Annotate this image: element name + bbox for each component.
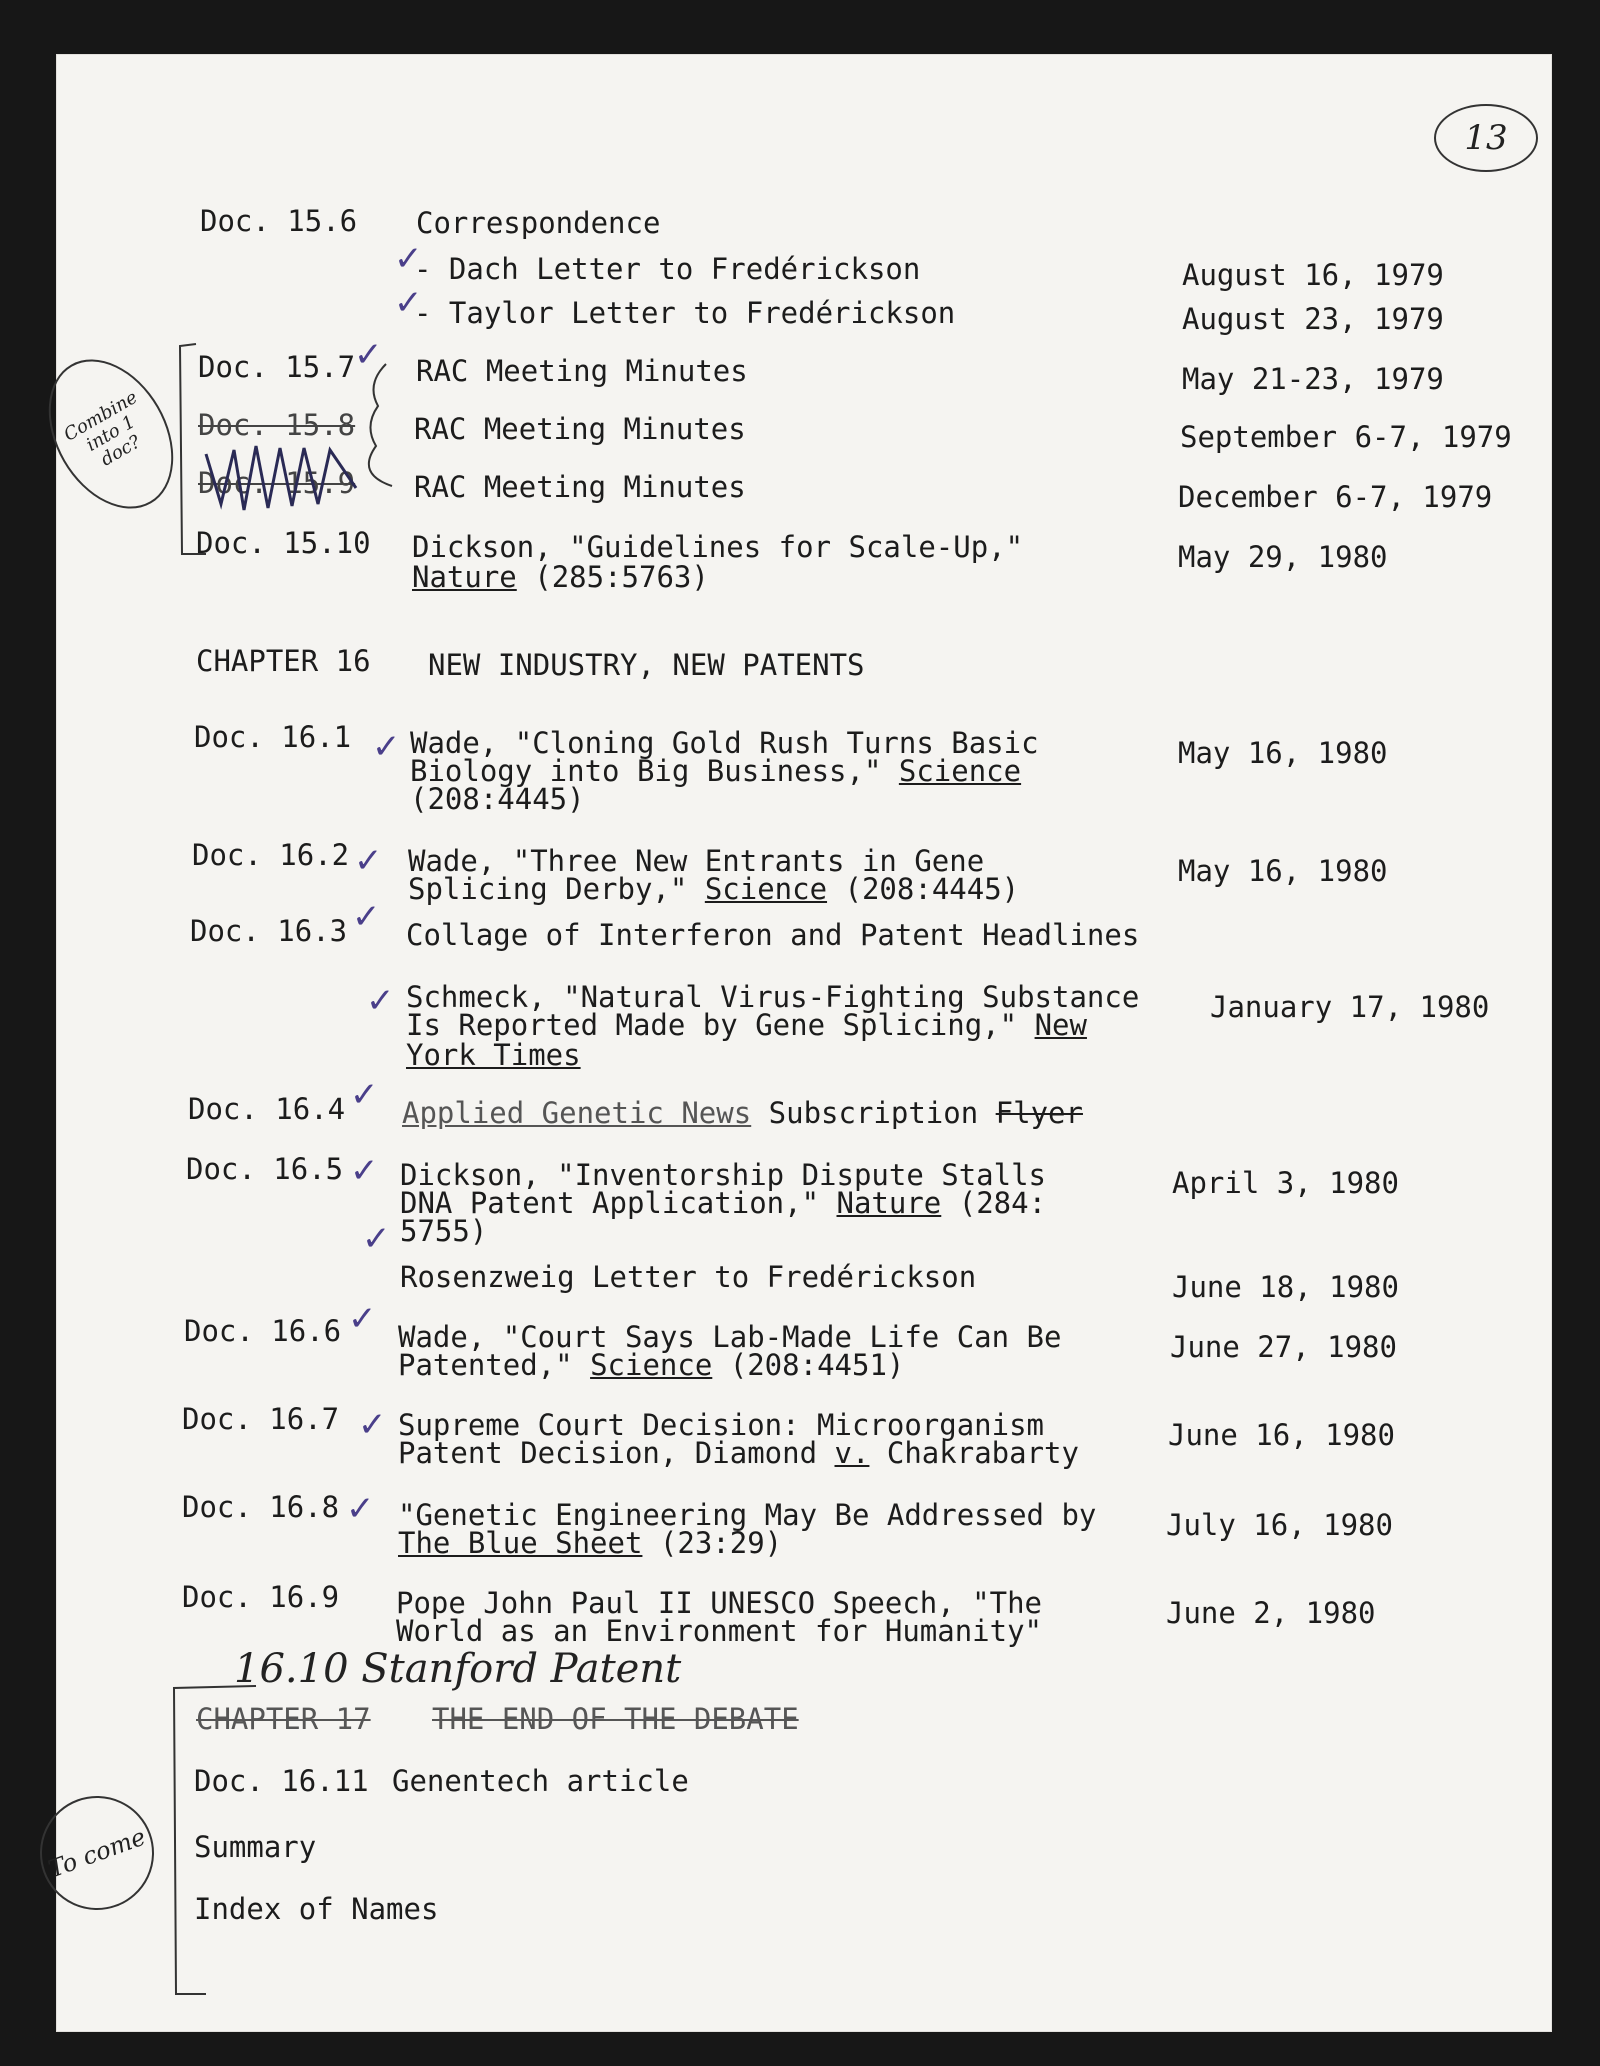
journal-science: Science <box>590 1348 713 1382</box>
doc-16-8-line1: "Genetic Engineering May Be Addressed by <box>398 1498 1097 1532</box>
doc-16-3-title: Collage of Interferon and Patent Headlines <box>406 918 1140 952</box>
doc-15-8-date: September 6-7, 1979 <box>1180 420 1512 454</box>
brace-mark <box>369 364 392 486</box>
doc-16-5-line2-ref: (284: <box>958 1186 1047 1220</box>
doc-16-2-ref: (208:4445) <box>844 872 1020 906</box>
to-come-note-text: To come <box>44 1822 150 1884</box>
index-of-names: Index of Names <box>194 1892 439 1926</box>
doc-17-1-id: Doc. 16.11 <box>194 1764 369 1798</box>
doc-16-8-date: July 16, 1980 <box>1166 1508 1393 1542</box>
doc-15-10-id: Doc. 15.10 <box>196 526 371 560</box>
doc-15-10-date: May 29, 1980 <box>1178 540 1388 574</box>
doc-16-1-line3: (208:4445) <box>410 782 585 816</box>
doc-15-7-text: RAC Meeting Minutes <box>416 354 748 388</box>
doc-16-7-line2-end: Chakrabarty <box>886 1436 1079 1470</box>
chapter-16-label: CHAPTER 16 <box>196 644 371 678</box>
doc-16-3-sub2-text: Is Reported Made by Gene Splicing," <box>406 1008 1018 1042</box>
chapter-17-title: THE END OF THE DEBATE <box>432 1702 799 1736</box>
rosenzweig-letter-date: June 18, 1980 <box>1172 1270 1399 1304</box>
doc-16-1-date: May 16, 1980 <box>1178 736 1388 770</box>
doc-16-9-line2: World as an Environment for Humanity" <box>396 1614 1043 1648</box>
doc-16-3-sub3: York Times <box>406 1038 581 1072</box>
check-mark-icon: ✓ <box>394 283 423 323</box>
check-mark-icon: ✓ <box>352 897 381 937</box>
doc-15-9-id: Doc. 15.9 <box>198 466 356 500</box>
doc-16-5-date: April 3, 1980 <box>1172 1166 1399 1200</box>
bracket-mark <box>180 344 206 554</box>
check-mark-icon: ✓ <box>348 1299 377 1339</box>
doc-16-9-date: June 2, 1980 <box>1166 1596 1376 1630</box>
journal-blue-sheet: The Blue Sheet <box>398 1526 643 1560</box>
doc-16-6-id: Doc. 16.6 <box>184 1314 342 1348</box>
journal-nature: Nature <box>412 560 517 594</box>
dach-letter-date: August 16, 1979 <box>1182 258 1444 292</box>
pen-marks <box>56 54 1552 2032</box>
check-mark-icon: ✓ <box>372 727 401 767</box>
journal-nature: Nature <box>836 1186 942 1220</box>
doc-16-3-date: January 17, 1980 <box>1210 990 1490 1024</box>
doc-16-2-line1: Wade, "Three New Entrants in Gene <box>408 844 985 878</box>
doc-15-7-id: Doc. 15.7 <box>198 350 356 384</box>
dach-letter: - Dach Letter to Fredérickson <box>414 252 921 286</box>
doc-16-2-date: May 16, 1980 <box>1178 854 1388 888</box>
doc-16-3-sub1: Schmeck, "Natural Virus-Fighting Substance <box>406 980 1140 1014</box>
doc-15-6-id: Doc. 15.6 <box>200 204 358 238</box>
journal-applied-genetic-news: Applied Genetic News <box>402 1096 752 1130</box>
doc-15-8-id: Doc. 15.8 <box>198 408 356 442</box>
journal-new: New <box>1034 1008 1087 1042</box>
check-mark-icon: ✓ <box>346 1489 375 1529</box>
doc-16-4-rest: Subscription <box>768 1096 979 1130</box>
chapter-17-label: CHAPTER 17 <box>196 1702 371 1736</box>
doc-16-2-line2-text: Splicing Derby," <box>408 872 688 906</box>
versus-v: v. <box>834 1436 870 1470</box>
doc-15-9-text: RAC Meeting Minutes <box>414 470 746 504</box>
doc-16-1-id: Doc. 16.1 <box>194 720 352 754</box>
document-page <box>44 54 1552 2032</box>
check-mark-icon: ✓ <box>366 981 395 1021</box>
check-mark-icon: ✓ <box>354 841 383 881</box>
rosenzweig-letter: Rosenzweig Letter to Fredérickson <box>400 1260 977 1294</box>
doc-16-8-id: Doc. 16.8 <box>182 1490 340 1524</box>
check-mark-icon: ✓ <box>354 335 383 375</box>
doc-17-1-text: Genentech article <box>392 1764 689 1798</box>
doc-16-6-ref: (208:4451) <box>729 1348 905 1382</box>
end-bracket-mark <box>174 1686 256 1994</box>
doc-15-10-line1: Dickson, "Guidelines for Scale-Up," <box>412 530 1024 564</box>
doc-16-4-id: Doc. 16.4 <box>188 1092 346 1126</box>
taylor-letter: - Taylor Letter to Fredérickson <box>414 296 956 330</box>
chapter-16-title: NEW INDUSTRY, NEW PATENTS <box>428 648 865 682</box>
doc-15-9-date: December 6-7, 1979 <box>1178 480 1493 514</box>
doc-15-7-date: May 21-23, 1979 <box>1182 362 1444 396</box>
page-number: 13 <box>1464 118 1508 158</box>
doc-16-5-line3: 5755) <box>400 1214 488 1248</box>
doc-16-7-line1: Supreme Court Decision: Microorganism <box>398 1408 1045 1442</box>
doc-16-6-date: June 27, 1980 <box>1170 1330 1397 1364</box>
doc-16-7-date: June 16, 1980 <box>1168 1418 1395 1452</box>
doc-16-6-line2-text: Patented," <box>398 1348 573 1382</box>
doc-16-9-id: Doc. 16.9 <box>182 1580 340 1614</box>
doc-15-6-title: Correspondence <box>416 206 661 240</box>
doc-16-8-ref: (23:29) <box>659 1526 783 1560</box>
doc-16-1-line1: Wade, "Cloning Gold Rush Turns Basic <box>410 726 1039 760</box>
doc-16-3-id: Doc. 16.3 <box>190 914 348 948</box>
journal-science: Science <box>704 872 828 906</box>
doc-16-9-line1: Pope John Paul II UNESCO Speech, "The <box>396 1586 1043 1620</box>
doc-16-6-line1: Wade, "Court Says Lab-Made Life Can Be <box>398 1320 1062 1354</box>
summary: Summary <box>194 1830 317 1864</box>
doc-16-7-line2-text: Patent Decision, Diamond <box>398 1436 818 1470</box>
doc-16-5-id: Doc. 16.5 <box>186 1152 344 1186</box>
journal-science: Science <box>898 754 1022 788</box>
doc-16-5-line1: Dickson, "Inventorship Dispute Stalls <box>400 1158 1047 1192</box>
check-mark-icon: ✓ <box>350 1075 379 1115</box>
handwritten-stanford-patent: 16.10 Stanford Patent <box>234 1646 682 1692</box>
combine-note-text: Combine into 1 doc? <box>60 386 145 471</box>
doc-16-1-line2-text: Biology into Big Business," <box>410 754 882 788</box>
check-mark-icon: ✓ <box>362 1219 391 1259</box>
taylor-letter-date: August 23, 1979 <box>1182 302 1444 336</box>
check-mark-icon: ✓ <box>394 239 423 279</box>
scribble-mark <box>206 446 356 510</box>
doc-16-4-struck: Flyer <box>995 1096 1083 1130</box>
doc-16-5-line2-text: DNA Patent Application," <box>400 1186 820 1220</box>
doc-16-7-id: Doc. 16.7 <box>182 1402 340 1436</box>
check-mark-icon: ✓ <box>350 1151 379 1191</box>
doc-15-8-text: RAC Meeting Minutes <box>414 412 746 446</box>
check-mark-icon: ✓ <box>358 1405 387 1445</box>
doc-15-10-ref: (285:5763) <box>534 560 709 594</box>
doc-16-2-id: Doc. 16.2 <box>192 838 350 872</box>
